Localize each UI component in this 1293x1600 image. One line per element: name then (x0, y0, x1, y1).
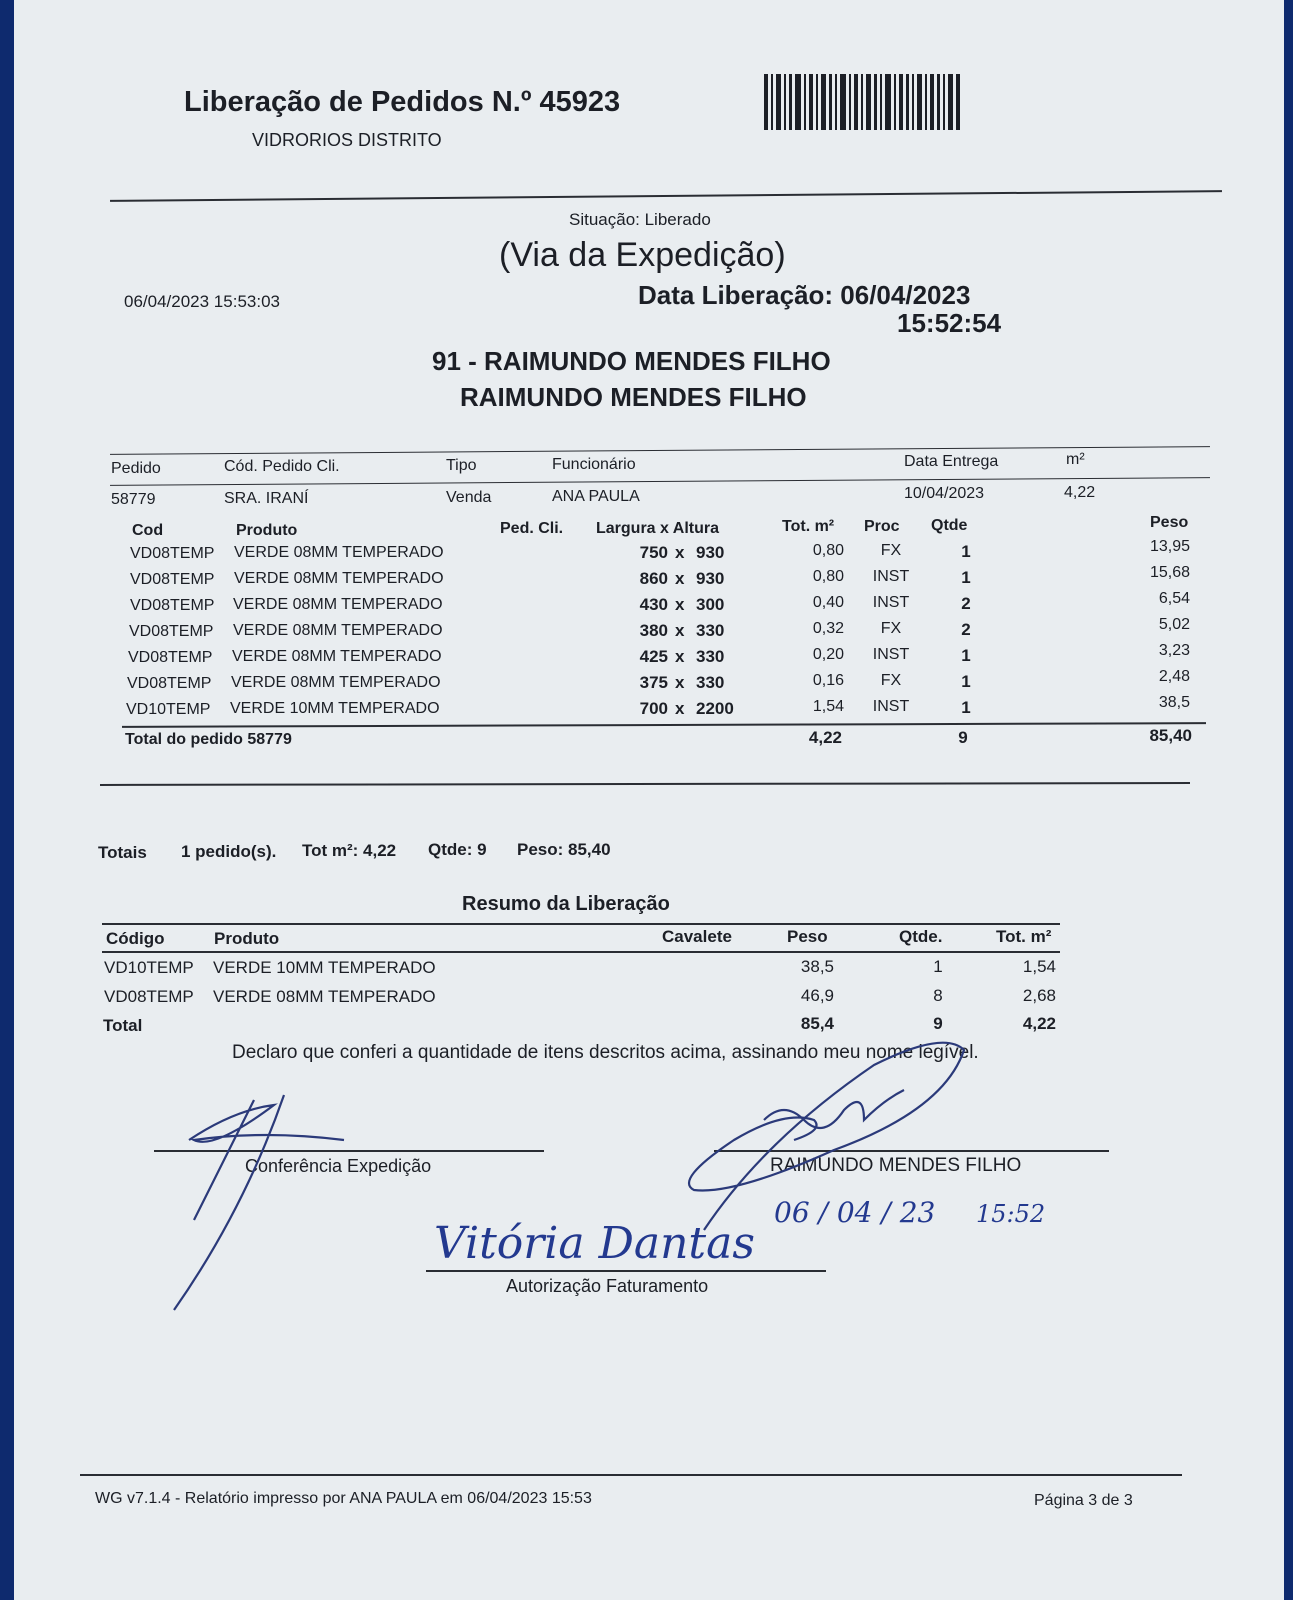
item-qtde: 1 (961, 568, 971, 587)
tipo-value: Venda (446, 489, 492, 506)
item-qtde: 2 (961, 594, 971, 613)
item-largura: 860 (639, 569, 668, 588)
resumo-codigo: VD10TEMP (104, 958, 194, 977)
totais-pedidos: 1 pedido(s). (181, 842, 277, 861)
resumo-tot-m2: 2,68 (1022, 986, 1056, 1005)
funcionario-value: ANA PAULA (552, 488, 640, 505)
items-total-peso: 85,40 (1149, 726, 1192, 745)
item-largura: 700 (639, 699, 668, 718)
item-altura: 330 (696, 647, 725, 666)
item-largura: 375 (639, 673, 668, 692)
data-liberacao: Data Liberação: 06/04/2023 (638, 280, 971, 310)
handwritten-date: 06 / 04 / 23 (774, 1196, 936, 1229)
items-total-label: Total do pedido 58779 (125, 731, 292, 748)
item-tot-m2: 1,54 (812, 698, 844, 715)
resumo-produto: VERDE 10MM TEMPERADO (213, 958, 436, 977)
company-name: VIDRORIOS DISTRITO (252, 130, 442, 150)
item-produto: VERDE 08MM TEMPERADO (233, 622, 443, 639)
items-total-qtde: 9 (958, 728, 968, 747)
item-altura: 930 (696, 569, 725, 588)
col-data-entrega: Data Entrega (904, 453, 999, 470)
totais-qtde: Qtde: 9 (428, 840, 487, 859)
item-proc: FX (880, 620, 902, 637)
item-tot-m2: 0,40 (812, 594, 844, 611)
document-page (14, 0, 1284, 1600)
item-produto: VERDE 08MM TEMPERADO (231, 674, 441, 691)
col-proc: Proc (864, 518, 900, 535)
resumo-top-rule (102, 923, 1060, 925)
item-altura: 330 (696, 621, 725, 640)
col-qtde: Qtde (931, 517, 968, 534)
item-altura: 2200 (696, 699, 734, 718)
cod-pedido-cli-value: SRA. IRANÍ (224, 490, 309, 507)
item-cod: VD08TEMP (127, 675, 212, 692)
item-peso: 2,48 (1158, 668, 1190, 685)
item-peso: 6,54 (1158, 590, 1190, 607)
footer-page-number: Página 3 de 3 (1034, 1492, 1133, 1509)
item-x: x (675, 673, 685, 692)
item-altura: 930 (696, 543, 725, 562)
handwritten-time: 15:52 (976, 1200, 1046, 1228)
col-m2: m² (1066, 451, 1085, 468)
item-cod: VD08TEMP (130, 545, 215, 562)
document-title: Liberação de Pedidos N.º 45923 (184, 86, 621, 118)
item-tot-m2: 0,32 (812, 620, 844, 637)
item-altura: 300 (696, 595, 725, 614)
item-tot-m2: 0,80 (812, 568, 844, 585)
item-cod: VD08TEMP (130, 597, 215, 614)
resumo-total-qtde: 9 (933, 1014, 943, 1033)
totais-m2: Tot m²: 4,22 (302, 841, 397, 860)
item-proc: FX (880, 672, 902, 689)
totais-peso: Peso: 85,40 (517, 840, 611, 859)
print-datetime: 06/04/2023 15:53:03 (124, 292, 280, 311)
item-tot-m2: 0,20 (812, 646, 844, 663)
item-x: x (675, 621, 685, 640)
resumo-codigo: VD08TEMP (104, 987, 194, 1006)
resumo-title: Resumo da Liberação (462, 893, 670, 915)
item-qtde: 1 (961, 646, 971, 665)
pedido-value: 58779 (111, 491, 156, 508)
footer-left: WG v7.1.4 - Relatório impresso por ANA PAULA em 06/04/2023 15:53 (95, 1490, 592, 1507)
totais-label: Totais (98, 843, 147, 862)
item-peso: 5,02 (1158, 616, 1190, 633)
item-peso: 13,95 (1149, 538, 1190, 555)
barcode-icon (764, 70, 964, 132)
item-cod: VD08TEMP (130, 571, 215, 588)
conferencia-signature (154, 1070, 374, 1320)
item-tot-m2: 0,80 (812, 542, 844, 559)
item-x: x (675, 543, 685, 562)
resumo-produto: VERDE 08MM TEMPERADO (213, 987, 436, 1006)
client-line-1: 91 - RAIMUNDO MENDES FILHO (432, 346, 831, 376)
col-tipo: Tipo (446, 457, 477, 474)
item-largura: 425 (639, 647, 668, 666)
resumo-col-tot-m2: Tot. m² (996, 927, 1052, 946)
items-total-m2: 4,22 (808, 728, 842, 747)
item-tot-m2: 0,16 (812, 672, 844, 689)
item-proc: INST (872, 698, 910, 715)
item-produto: VERDE 10MM TEMPERADO (230, 700, 440, 717)
cliente-name: RAIMUNDO MENDES FILHO (770, 1155, 1022, 1176)
item-altura: 330 (696, 673, 725, 692)
item-qtde: 1 (961, 542, 971, 561)
header-divider (110, 190, 1222, 202)
via-label: (Via da Expedição) (499, 236, 786, 274)
item-peso: 3,23 (1158, 642, 1190, 659)
item-peso: 15,68 (1149, 564, 1190, 581)
col-dims: Largura x Altura (596, 520, 719, 537)
item-produto: VERDE 08MM TEMPERADO (234, 570, 444, 587)
col-funcionario: Funcionário (552, 456, 636, 473)
item-x: x (675, 595, 685, 614)
resumo-col-qtde: Qtde. (899, 927, 943, 946)
conferencia-label: Conferência Expedição (245, 1156, 432, 1176)
item-x: x (675, 699, 685, 718)
item-cod: VD08TEMP (128, 649, 213, 666)
resumo-qtde: 1 (933, 957, 943, 976)
item-produto: VERDE 08MM TEMPERADO (234, 544, 444, 561)
col-produto: Produto (236, 522, 298, 539)
resumo-col-produto: Produto (214, 929, 280, 948)
item-cod: VD08TEMP (129, 623, 214, 640)
resumo-peso: 38,5 (800, 957, 834, 976)
col-peso: Peso (1150, 514, 1189, 531)
item-peso: 38,5 (1158, 694, 1190, 711)
situacao-label: Situação: Liberado (569, 210, 711, 229)
resumo-qtde: 8 (933, 986, 943, 1005)
item-qtde: 1 (961, 698, 971, 717)
footer-rule (80, 1474, 1182, 1476)
item-x: x (675, 647, 685, 666)
handwritten-name: Vitória Dantas (434, 1218, 755, 1269)
declaration-text: Declaro que conferi a quantidade de itens descritos acima, assinando meu nome legível. (232, 1042, 979, 1063)
item-produto: VERDE 08MM TEMPERADO (233, 596, 443, 613)
resumo-total-peso: 85,4 (800, 1014, 834, 1033)
item-proc: INST (872, 646, 910, 663)
col-ped-cli: Ped. Cli. (500, 520, 564, 537)
items-total-rule (122, 722, 1206, 728)
item-largura: 750 (639, 543, 668, 562)
resumo-col-cavalete: Cavalete (662, 927, 732, 946)
col-cod: Cod (132, 522, 164, 539)
col-pedido: Pedido (111, 460, 161, 477)
client-line-2: RAIMUNDO MENDES FILHO (460, 382, 807, 412)
item-x: x (675, 569, 685, 588)
m2-value: 4,22 (1064, 484, 1096, 501)
order-header-rule (110, 477, 1210, 486)
col-cod-pedido-cli: Cód. Pedido Cli. (224, 458, 340, 475)
resumo-total-label: Total (103, 1016, 143, 1035)
col-tot-m2: Tot. m² (782, 518, 835, 535)
resumo-col-peso: Peso (787, 927, 828, 946)
autorizacao-label: Autorização Faturamento (506, 1276, 709, 1296)
item-cod: VD10TEMP (126, 701, 211, 718)
section-divider (100, 782, 1190, 786)
item-qtde: 2 (961, 620, 971, 639)
item-largura: 430 (639, 595, 668, 614)
item-produto: VERDE 08MM TEMPERADO (232, 648, 442, 665)
item-largura: 380 (639, 621, 668, 640)
order-top-rule (110, 446, 1210, 455)
data-entrega-value: 10/04/2023 (904, 485, 985, 502)
item-proc: FX (880, 542, 902, 559)
item-qtde: 1 (961, 672, 971, 691)
resumo-total-m2: 4,22 (1022, 1014, 1056, 1033)
data-liberacao-time: 15:52:54 (897, 308, 1002, 338)
item-proc: INST (872, 568, 910, 585)
resumo-tot-m2: 1,54 (1022, 957, 1056, 976)
resumo-col-codigo: Código (106, 929, 165, 948)
item-proc: INST (872, 594, 910, 611)
resumo-header-rule (102, 951, 1060, 953)
resumo-peso: 46,9 (800, 986, 834, 1005)
autorizacao-signature-line (426, 1270, 826, 1272)
